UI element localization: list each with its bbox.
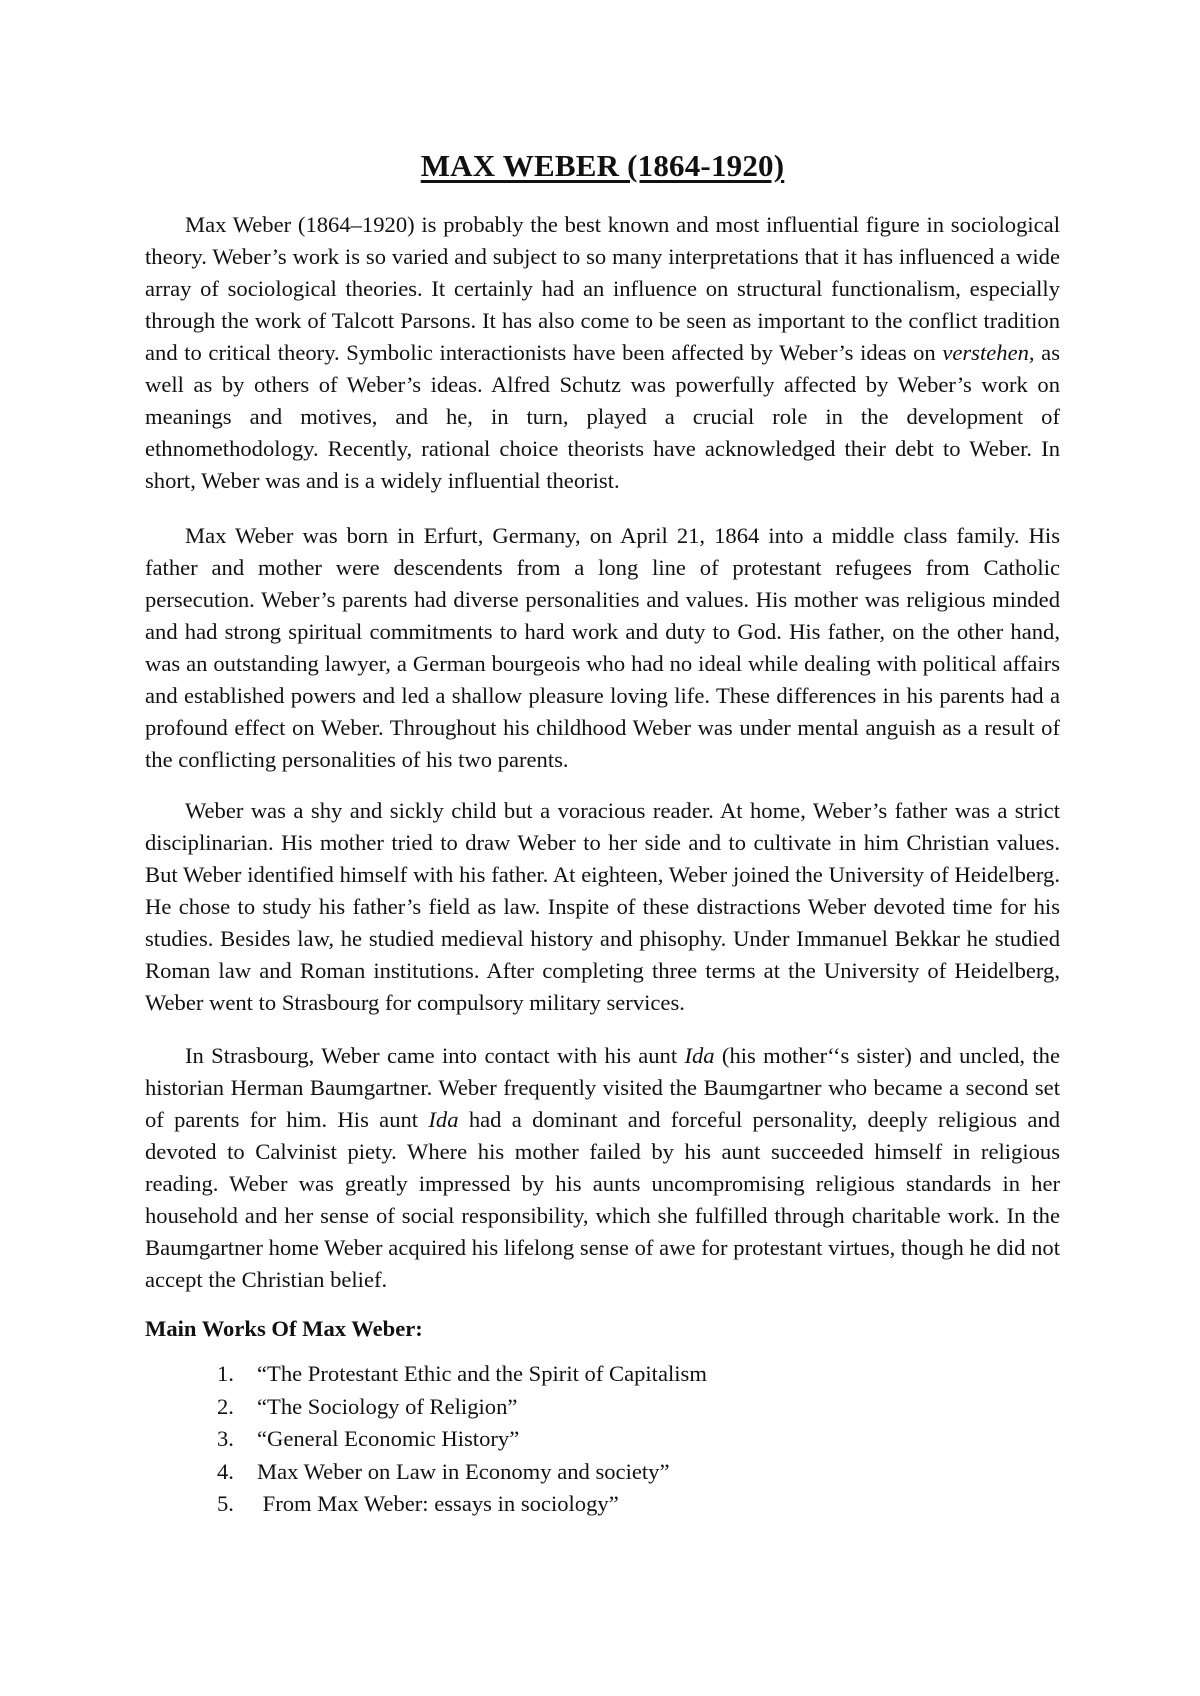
- paragraph-text: Max Weber (1864–1920) is probably the best known and most influential figure in sociological theory. Weber’s work is so varied and subject to so many interpretations that it has influenced a wide array of sociological theories. It certainly had an influence on structural functionalism, especially through the work of Talcott Parsons. It has also come to be seen as important to the conflict tradition and to critical theory. Symbolic interactionists have been affected by Weber’s ideas on: [145, 212, 1060, 365]
- paragraph-text: (his mother‘‘s sister) and uncled, the historian Herman Baumgartner. Weber frequently visited the Baumgartner who became a second set of parents for him. His aunt: [145, 1043, 1060, 1132]
- list-number: 5.: [217, 1491, 234, 1516]
- paragraph-text: had a dominant and forceful personality, deeply religious and devoted to Calvinist piety. Where his mother failed by his aunt succeeded himself in religious reading. Weber was greatly impressed by his aunts uncompromising religious standards in her household and her sense of social responsibility, which she fulfilled through charitable work. In the Baumgartner home Weber acquired his lifelong sense of awe for protestant virtues, though he did not accept the Christian belief.: [145, 1107, 1060, 1292]
- list-item: [217, 1456, 707, 1489]
- works-heading: Main Works Of Max Weber:: [145, 1316, 423, 1341]
- italic-term: verstehen,: [942, 340, 1035, 365]
- list-item: [217, 1391, 707, 1424]
- paragraph-text: as well as by others of Weber’s ideas. Alfred Schutz was powerfully affected by Weber’s work on meanings and motives, and he, in turn, played a crucial role in the development of ethnomethodology. Recently, rational choice theorists have acknowledged their debt to Weber. In short, Weber was and is a widely influential theorist.: [145, 340, 1060, 493]
- paragraph-early-life: Max Weber was born in Erfurt, Germany, on April 21, 1864 into a middle class family. His father and mother were descendents from a long line of protestant refugees from Catholic persecution. Weber’s parents had diverse personalities and values. His mother was religious minded and had strong spiritual commitments to hard work and duty to God. His father, on the other hand, was an outstanding lawyer, a German bourgeois who had no ideal while dealing with political affairs and established powers and led a shallow pleasure loving life. These differences in his parents had a profound effect on Weber. Throughout his childhood Weber was under mental anguish as a result of the conflicting personalities of his two parents.: [145, 523, 1060, 772]
- list-item-text: “The Protestant Ethic and the Spirit of Capitalism: [257, 1361, 707, 1386]
- italic-name: Ida: [684, 1043, 715, 1068]
- list-item: [217, 1358, 707, 1391]
- paragraph-education: Weber was a shy and sickly child but a voracious reader. At home, Weber’s father was a strict disciplinarian. His mother tried to draw Weber to her side and to cultivate in him Christian values. But Weber identified himself with his father. At eighteen, Weber joined the University of Heidelberg. He chose to study his father’s field as law. Inspite of these distractions Weber devoted time for his studies. Besides law, he studied medieval history and phisophy. Under Immanuel Bekkar he studied Roman law and Roman institutions. After completing three terms at the University of Heidelberg, Weber went to Strasbourg for compulsory military services.: [145, 798, 1060, 1015]
- list-item: [217, 1488, 707, 1521]
- list-item-text: “The Sociology of Religion”: [257, 1393, 518, 1419]
- list-number: 2.: [217, 1393, 234, 1419]
- italic-name: Ida: [428, 1107, 459, 1132]
- document-title: MAX WEBER (1864-1920): [420, 148, 785, 183]
- works-list: [217, 1358, 707, 1521]
- list-number: 4.: [217, 1458, 234, 1484]
- list-item: [217, 1423, 707, 1456]
- paragraph-intro: [145, 209, 1060, 497]
- list-number: 1.: [217, 1361, 234, 1386]
- list-item-text: From Max Weber: essays in sociology”: [257, 1491, 619, 1516]
- paragraph-text: In Strasbourg, Weber came into contact with his aunt: [185, 1043, 685, 1068]
- list-number: 3.: [217, 1426, 234, 1451]
- list-item-text: “General Economic History”: [257, 1426, 520, 1451]
- list-item-text: Max Weber on Law in Economy and society”: [257, 1458, 670, 1484]
- paragraph-strasbourg: [145, 1040, 1060, 1296]
